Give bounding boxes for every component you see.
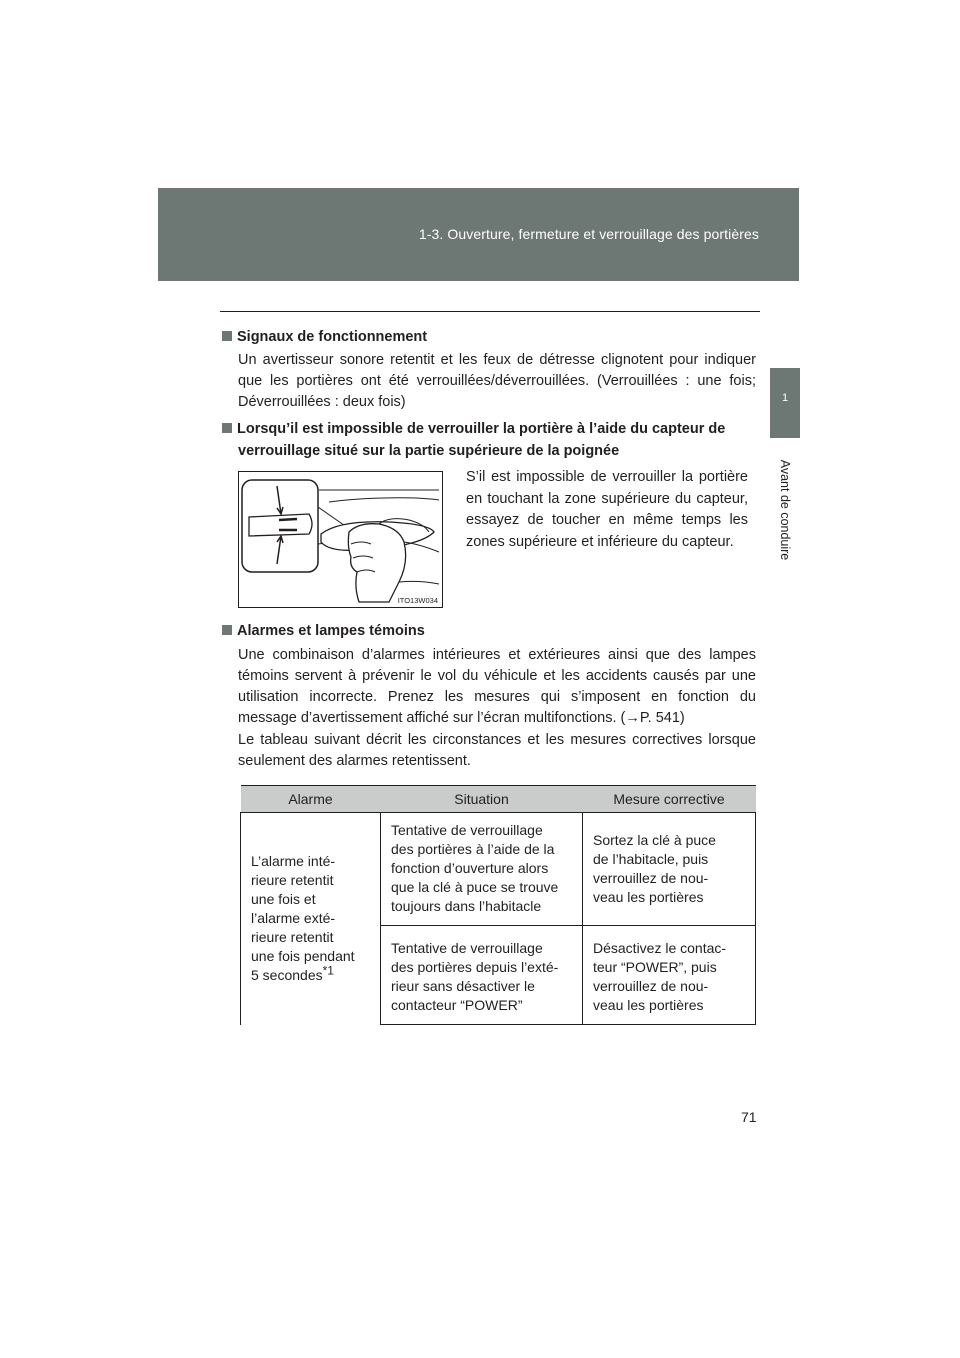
table-header-row [241,786,756,813]
section-heading-lock-sensor [222,418,762,462]
section-heading-alarms [222,620,425,642]
measure-cell: Sortez la clé à puce de l’habitacle, puis verrouillez de nou- veau les portières [583,813,756,926]
situation-cell: Tentative de verrouillage des portières à l’aide de la fonction d’ouverture alors que la clé à puce se trouve toujours dans l’habitacle [381,813,583,926]
table-row [241,813,756,926]
section-text-lock-sensor: S’il est impossible de verrouiller la portière en touchant la zone supérieure du capteur, essayez de toucher en même temps les zones supérieure et inférieure du capteur. [466,469,748,550]
situation-cell: Tentative de verrouillage des portières depuis l’exté- rieur sans désactiver le contacteur “POWER” [381,926,583,1025]
page-number: 71 [741,1109,757,1125]
measure-cell: Désactivez le contac- teur “POWER”, puis verrouillez de nou- veau les portières [583,926,756,1025]
footnote-marker: *1 [322,963,334,978]
table-header-measure: Mesure corrective [583,786,756,813]
section-heading-text: Lorsqu’il est impossible de verrouiller la portière à l’aide du capteur de verrouillage situé sur la partie supérieure de la poignée [237,421,726,459]
square-bullet-icon [222,331,232,341]
section-text-signals: Un avertisseur sonore retentit et les feux de détresse clignotent pour indiquer que les portières ont été verrouillées/déverrouillées. (Verrouillées : une fois; Déverrouillées : deux fois) [238,352,756,410]
section-heading-text: Signaux de fonctionnement [237,329,428,345]
alarm-cell [241,813,381,1025]
chapter-title: 1-3. Ouverture, fermeture et verrouillage des portières [418,226,759,242]
chapter-header-band [158,188,799,281]
side-chapter-tab [770,368,800,438]
alarm-text: L’alarme inté- rieure retentit une fois et l’alarme exté- rieure retentit une fois pendant 5 secondes [251,853,355,984]
section-text-alarms: Une combinaison d’alarmes intérieures et extérieures ainsi que des lampes témoins servent à prévenir le vol du véhicule et les accidents causés par une utilisation incorrecte. Prenez les mesures qui s’imposent en fonction du message d’avertissement affiché sur l’écran multifonctions. (→P. 541) [238,647,756,726]
door-handle-sensor-illustration [238,471,443,608]
hand-touching-handle-icon [239,472,442,607]
table-header-situation: Situation [381,786,583,813]
top-divider [220,311,760,312]
side-chapter-label-text: Avant de conduire [778,459,792,561]
table-header-alarm: Alarme [241,786,381,813]
side-chapter-label [774,455,796,565]
section-heading-text: Alarmes et lampes témoins [237,623,425,639]
square-bullet-icon [222,625,232,635]
section-text-alarms-table-intro: Le tableau suivant décrit les circonstances et les mesures correctives lorsque seulement des alarmes retentissent. [238,732,756,769]
side-tab-number: 1 [781,392,789,404]
square-bullet-icon [222,423,232,433]
figure-code: ITO13W034 [397,596,438,605]
alarm-table [240,785,756,1025]
section-heading-signals [222,326,427,348]
